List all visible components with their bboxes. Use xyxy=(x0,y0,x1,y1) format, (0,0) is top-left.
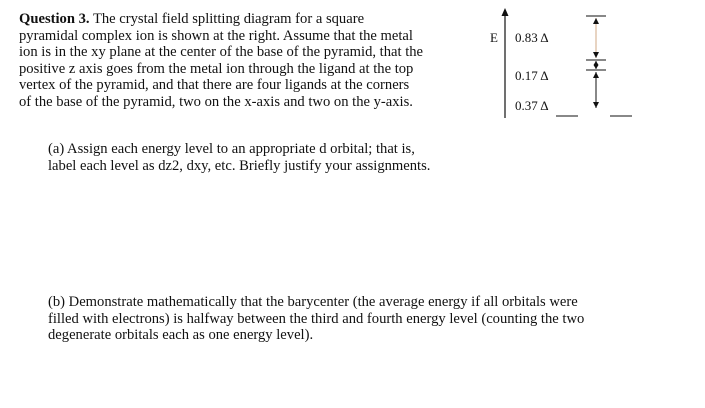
part-b-line-3: degenerate orbitals each as one energy level). xyxy=(48,327,314,344)
question-line-5: vertex of the pyramid, and that there are four ligands at the corners xyxy=(19,77,410,94)
gap-label-2: 0.17 Δ xyxy=(515,68,549,83)
part-b-line-2: filled with electrons) is halfway between the third and fourth energy level (counting the two xyxy=(48,310,585,327)
energy-axis-label: E xyxy=(490,30,498,45)
question-number: Question 3. xyxy=(19,11,90,27)
question-line-3: ion is in the xy plane at the center of the base of the pyramid, that the xyxy=(19,44,424,61)
question-line-4: positive z axis goes from the metal ion through the ligand at the top xyxy=(19,60,414,77)
question-line-2: pyramidal complex ion is shown at the right. Assume that the metal xyxy=(19,27,413,44)
part-a-line-1: (a) Assign each energy level to an appropriate d orbital; that is, xyxy=(48,141,415,157)
gap-label-1: 0.83 Δ xyxy=(515,30,549,45)
gap-label-3: 0.37 Δ xyxy=(515,98,549,113)
question-line-6: of the base of the pyramid, two on the x-axis and two on the y-axis. xyxy=(19,93,413,110)
energy-axis-arrowhead xyxy=(502,8,509,16)
part-a-line-2: label each level as dz2, dxy, etc. Briefly justify your assignments. xyxy=(48,157,431,174)
question-line-1: The crystal field splitting diagram for a square xyxy=(92,11,365,27)
part-b-line-1: (b) Demonstrate mathematically that the barycenter (the average energy if all orbitals were xyxy=(48,294,578,310)
